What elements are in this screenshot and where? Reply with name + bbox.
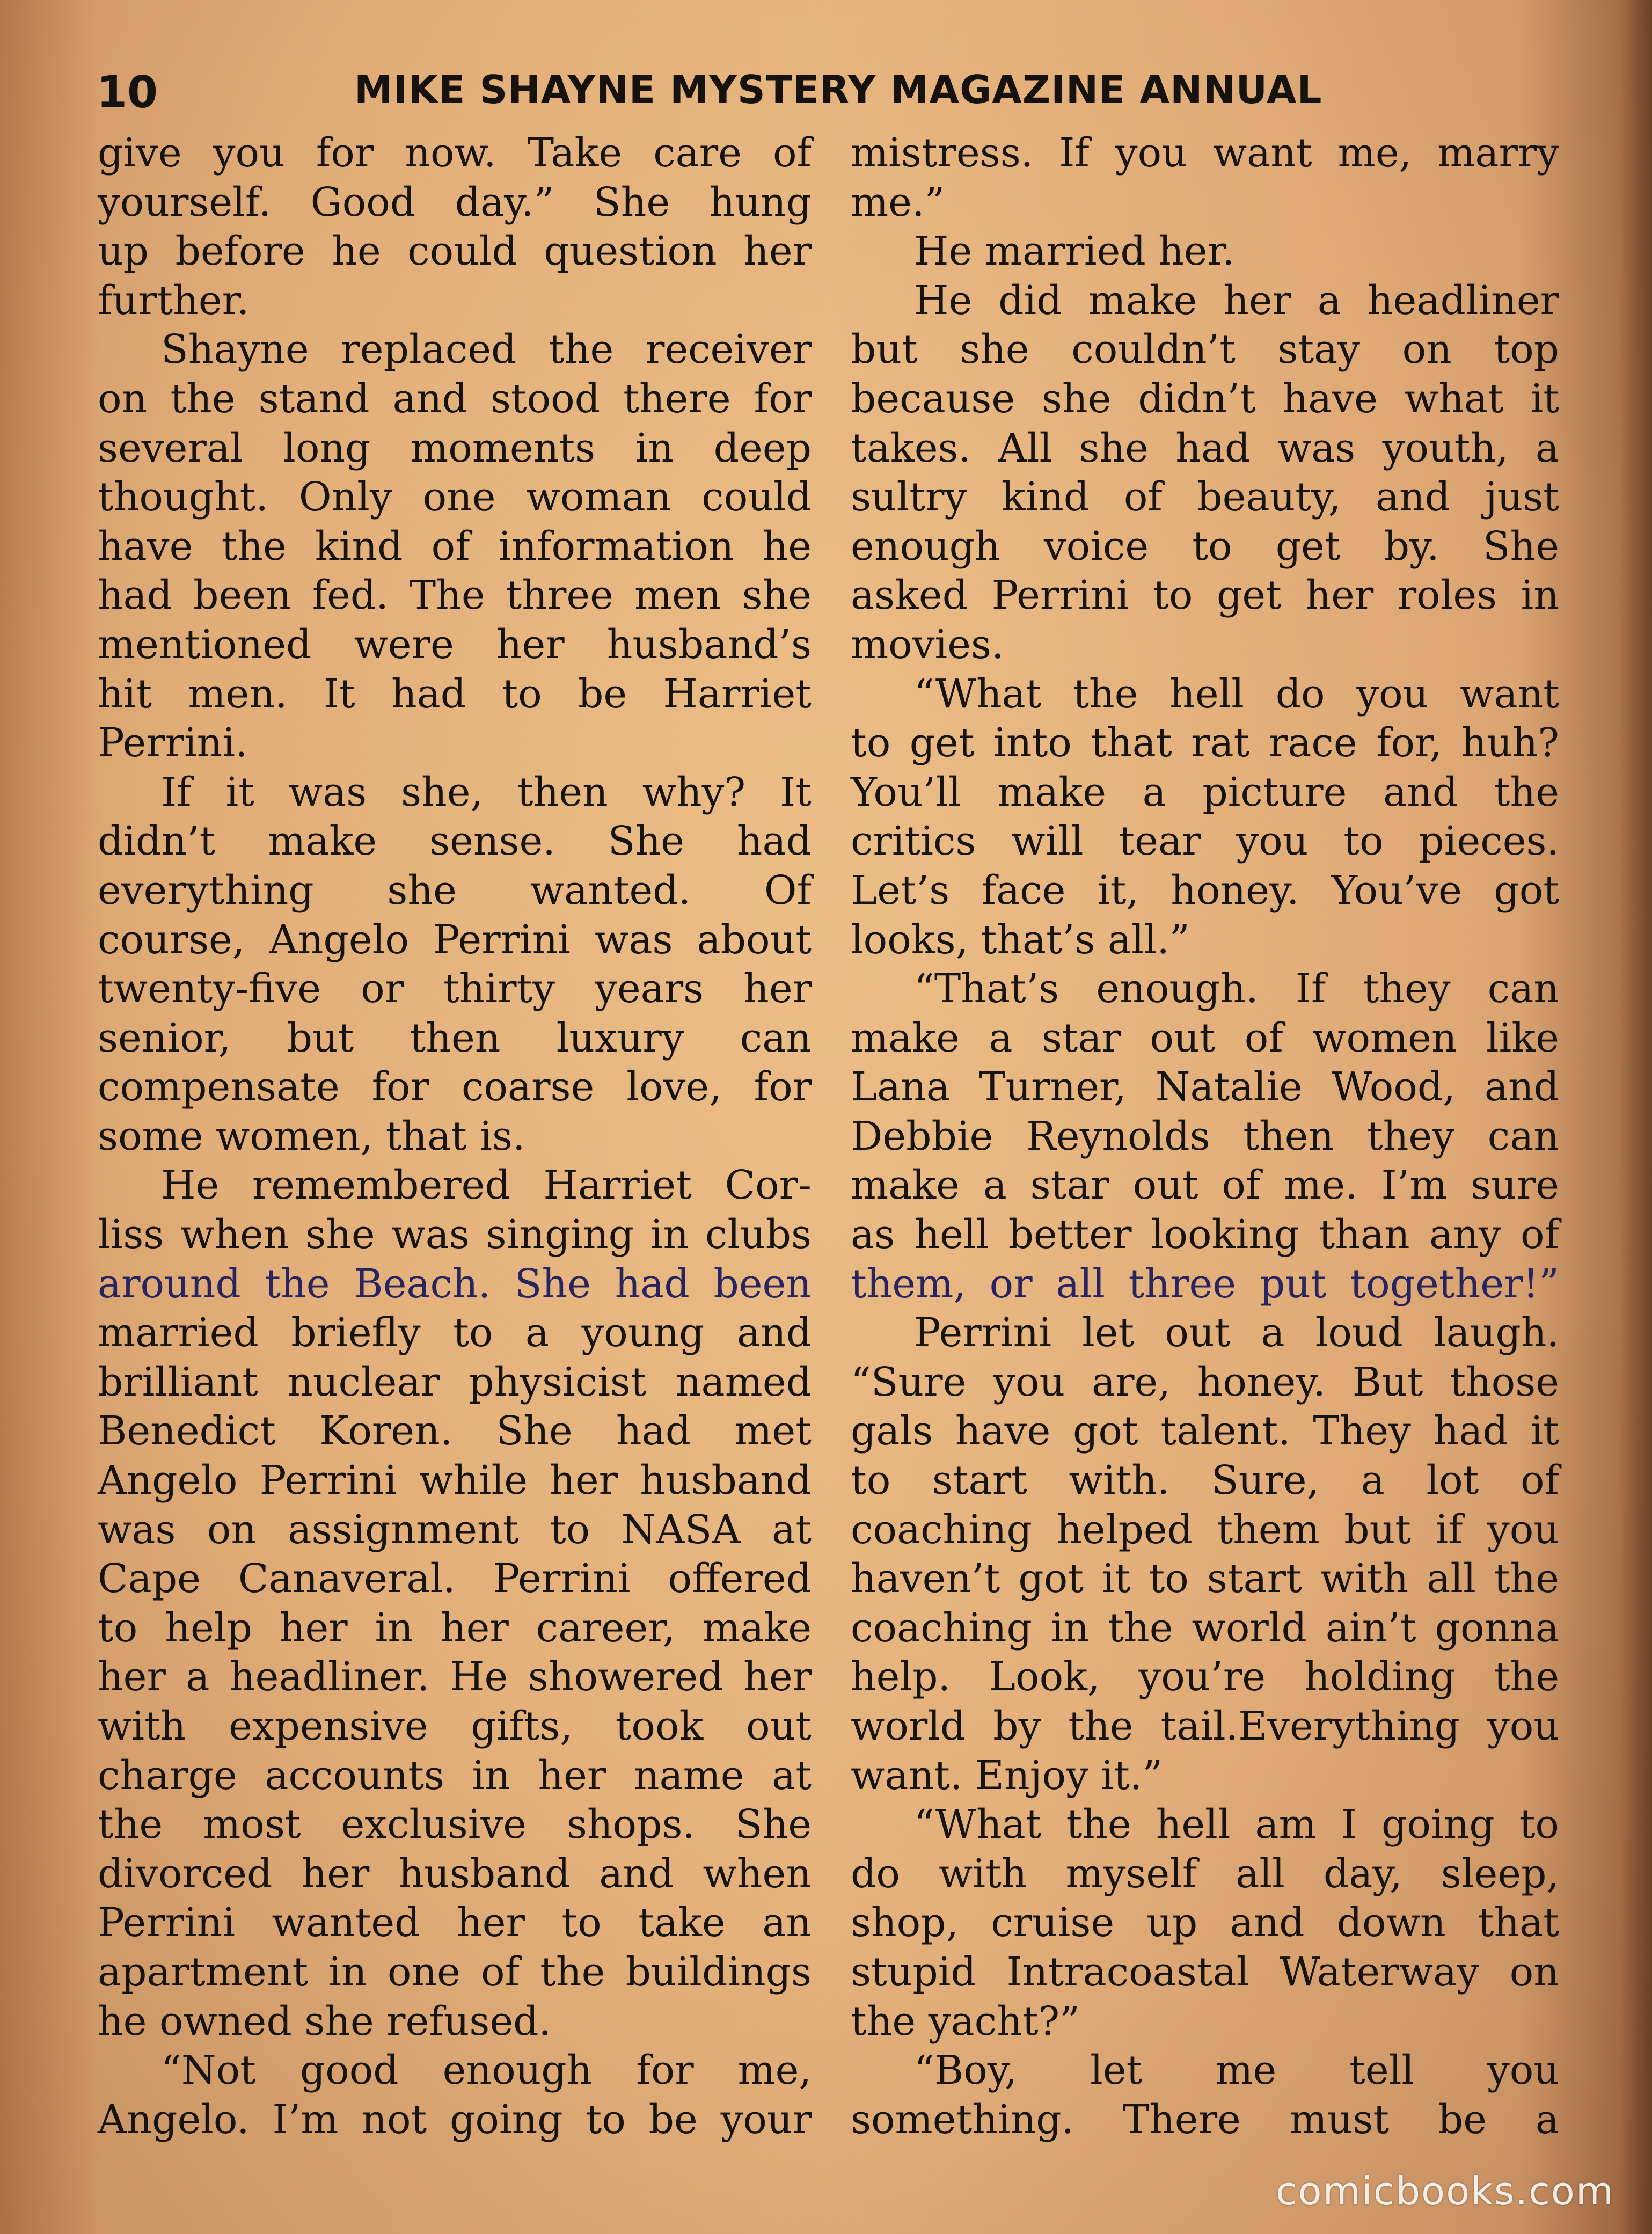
text-line: to help her in her career, make: [98, 1604, 812, 1651]
text-line: on the stand and stood there for: [98, 375, 812, 422]
text-line: takes. All she had was youth, a: [851, 425, 1559, 471]
text-line: do with myself all day, sleep,: [851, 1850, 1559, 1897]
text-line: married briefly to a young and: [98, 1310, 812, 1356]
text-line: Perrini wanted her to take an: [98, 1900, 812, 1946]
text-line: the yacht?”: [851, 1998, 1080, 2045]
text-line: Shayne replaced the receiver: [161, 326, 812, 373]
text-line: to get into that rat race for, huh?: [851, 720, 1559, 766]
text-line: to start with. Sure, a lot of: [851, 1457, 1559, 1504]
text-line: everything she wanted. Of: [98, 867, 812, 914]
text-line: because she didn’t have what it: [851, 375, 1559, 422]
text-line: he owned she refused.: [98, 1998, 552, 2045]
watermark: comicbooks.com: [1275, 2169, 1614, 2214]
page-edge-shadow: [1620, 0, 1652, 2234]
text-line: the most exclusive shops. She: [98, 1801, 812, 1848]
page-number: 10: [97, 67, 158, 118]
text-line: compensate for coarse love, for: [98, 1064, 812, 1111]
text-line: looks, that’s all.”: [851, 916, 1190, 963]
text-line: help. Look, you’re holding the: [851, 1654, 1559, 1700]
text-line: mentioned were her husband’s: [98, 621, 812, 668]
text-line: sultry kind of beauty, and just: [851, 474, 1559, 521]
text-line: You’ll make a picture and the: [851, 769, 1559, 815]
text-line: have the kind of information he: [98, 523, 812, 570]
text-line: up before he could question her: [98, 228, 812, 275]
text-line: divorced her husband and when: [98, 1850, 812, 1897]
text-line: enough voice to get by. She: [851, 523, 1559, 570]
text-line: He married her.: [914, 228, 1235, 275]
text-line: liss when she was singing in clubs: [98, 1211, 812, 1258]
text-line: her a headliner. He showered her: [98, 1654, 812, 1700]
text-line: further.: [98, 277, 250, 324]
text-line: coaching helped them but if you: [851, 1506, 1559, 1553]
text-line: was on assignment to NASA at: [98, 1506, 812, 1553]
text-line: give you for now. Take care of: [98, 130, 812, 176]
text-line: had been fed. The three men she: [98, 572, 812, 619]
text-line: but she couldn’t stay on top: [851, 326, 1559, 373]
text-line: something. There must be a: [851, 2096, 1559, 2143]
page-header: [97, 62, 1322, 121]
text-line: senior, but then luxury can: [98, 1014, 812, 1061]
text-line: several long moments in deep: [98, 425, 812, 471]
text-line: Cape Canaveral. Perrini offered: [98, 1556, 812, 1602]
text-line: Benedict Koren. She had met: [98, 1408, 812, 1455]
right-text-column: [851, 129, 1559, 2144]
text-line: thought. Only one woman could: [98, 474, 812, 521]
text-line: coaching in the world ain’t gonna: [851, 1604, 1559, 1651]
text-line: Angelo. I’m not going to be your: [98, 2096, 812, 2143]
text-line: apartment in one of the buildings: [98, 1948, 812, 1995]
text-line: “What the hell do you want: [914, 670, 1559, 717]
text-line: Let’s face it, honey. You’ve got: [851, 867, 1559, 914]
running-title: MIKE SHAYNE MYSTERY MAGAZINE ANNUAL: [354, 67, 1322, 112]
text-line: “Sure you are, honey. But those: [851, 1359, 1559, 1405]
text-line: some women, that is.: [98, 1113, 525, 1159]
text-line: Lana Turner, Natalie Wood, and: [851, 1064, 1559, 1111]
text-line: brilliant nuclear physicist named: [98, 1359, 812, 1405]
text-line: charge accounts in her name at: [98, 1752, 812, 1799]
text-line: haven’t got it to start with all the: [851, 1556, 1559, 1602]
text-line: them, or all three put together!”: [851, 1260, 1559, 1307]
text-line: “That’s enough. If they can: [914, 966, 1559, 1012]
left-text-column: [98, 129, 812, 2144]
text-line: gals have got talent. They had it: [851, 1408, 1559, 1455]
text-line: He remembered Harriet Cor-: [161, 1162, 812, 1209]
text-line: didn’t make sense. She had: [98, 818, 812, 865]
text-line: as hell better looking than any of: [851, 1211, 1559, 1258]
text-line: want. Enjoy it.”: [851, 1752, 1163, 1799]
text-line: me.”: [851, 179, 945, 225]
text-line: Angelo Perrini while her husband: [98, 1457, 812, 1504]
text-line: “Boy, let me tell you: [914, 2047, 1559, 2094]
text-line: Debbie Reynolds then they can: [851, 1113, 1559, 1159]
text-line: make a star out of women like: [851, 1014, 1559, 1061]
text-line: “Not good enough for me,: [161, 2047, 812, 2094]
text-line: with expensive gifts, took out: [98, 1703, 812, 1749]
text-line: hit men. It had to be Harriet: [98, 670, 812, 717]
text-line: He did make her a headliner: [914, 277, 1559, 324]
text-line: “What the hell am I going to: [914, 1801, 1559, 1848]
text-line: critics will tear you to pieces.: [851, 818, 1559, 865]
text-line: world by the tail.Everything you: [851, 1703, 1559, 1749]
text-line: course, Angelo Perrini was about: [98, 916, 812, 963]
text-line: If it was she, then why? It: [161, 769, 812, 815]
text-line: movies.: [851, 621, 1004, 668]
text-line: asked Perrini to get her roles in: [851, 572, 1559, 619]
text-line: yourself. Good day.” She hung: [98, 179, 812, 225]
text-line: Perrini let out a loud laugh.: [914, 1310, 1559, 1356]
text-line: mistress. If you want me, marry: [851, 130, 1559, 176]
text-line: shop, cruise up and down that: [851, 1900, 1559, 1946]
text-line: stupid Intracoastal Waterway on: [851, 1948, 1559, 1995]
text-line: Perrini.: [98, 720, 248, 766]
text-line: make a star out of me. I’m sure: [851, 1162, 1559, 1209]
text-line: around the Beach. She had been: [98, 1260, 812, 1307]
text-line: twenty-five or thirty years her: [98, 966, 812, 1012]
